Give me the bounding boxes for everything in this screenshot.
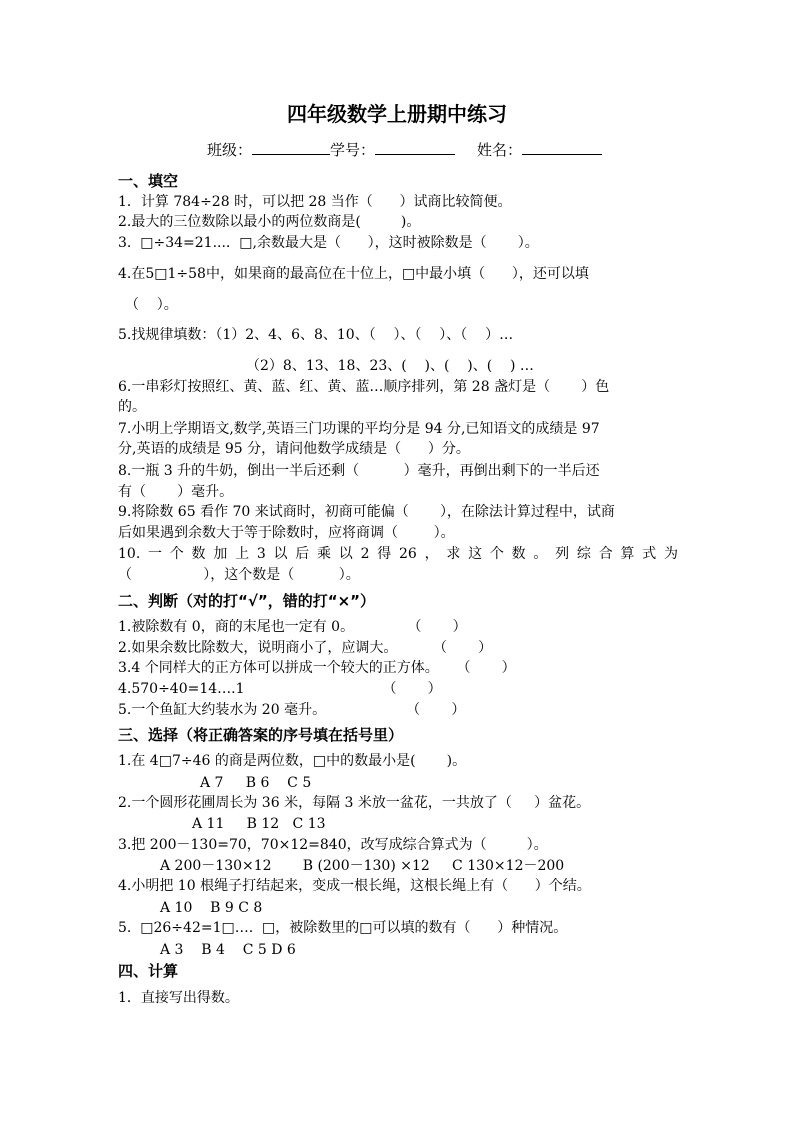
fill-question-4-cont: （ ）。 (125, 297, 178, 313)
judge-question-2: 2.如果余数比除数大，说明商小了，应调大。 （ ） (118, 640, 493, 656)
choice-question-3: 3.把 200－130=70，70×12=840，改写成综合算式为（ ）。 (118, 837, 548, 853)
choice-question-2: 2.一个圆形花圃周长为 36 米，每隔 3 米放一盆花，一共放了（ ）盆花。 (118, 795, 591, 811)
fill-question-6-cont: 的。 (118, 399, 146, 415)
fill-question-3: 3. □÷34=21.... □,余数最大是（ ），这时被除数是（ ）。 (118, 235, 539, 251)
fill-question-10-cont: （ ），这个数是（ ）。 (118, 567, 360, 583)
fill-question-5: 5.找规律填数：（1）2、4、6、8、10、（ ）、（ ）、（ ）… (118, 327, 514, 343)
choice-question-5: 5. □26÷42=1□…. □，被除数里的□可以填的数有（ ）种情况。 (118, 920, 568, 936)
fill-question-8: 8.一瓶 3 升的牛奶，倒出一半后还剩（ ）毫升，再倒出剩下的一半后还 (118, 463, 600, 479)
choice-options-5: A 3 B 4 C 5 D 6 (160, 942, 296, 958)
fill-question-10: 10.一个数加上3以后乘以2得26，求这个数。列综合算式为 (118, 546, 678, 562)
number-label: 学号： (330, 141, 376, 159)
fill-question-7: 7.小明上学期语文,数学,英语三门功课的平均分是 94 分,已知语文的成绩是 97 (118, 421, 600, 437)
student-info-row (207, 139, 602, 160)
calc-question-1: 1．直接写出得数。 (118, 990, 239, 1006)
choice-options-1: A 7 B 6 C 5 (200, 775, 312, 791)
fill-question-1: 1．计算 784÷28 时，可以把 28 当作（ ）试商比较简便。 (118, 194, 512, 210)
choice-question-1: 1.在 4□7÷46 的商是两位数，□中的数最小是( )。 (118, 753, 467, 769)
fill-question-8-cont: 有（ ）毫升。 (118, 484, 234, 500)
class-label: 班级： (207, 141, 253, 159)
choice-options-3: A 200－130×12 B (200－130) ×12 C 130×12－200 (160, 858, 565, 874)
fill-question-9-cont: 后如果遇到余数大于等于除数时，应将商调（ ）。 (118, 525, 455, 541)
fill-question-7-cont: 分,英语的成绩是 95 分，请问他数学成绩是（ ）分。 (118, 441, 470, 457)
number-blank (375, 140, 455, 155)
fill-question-4: 4.在5□1÷58中，如果商的最高位在十位上，□中最小填（ ），还可以填 (118, 266, 589, 282)
name-blank (522, 140, 602, 155)
fill-question-2: 2.最大的三位数除以最小的两位数商是( )。 (118, 214, 421, 230)
choice-question-4: 4.小明把 10 根绳子打结起来，变成一根长绳，这根长绳上有（ ）个结。 (118, 878, 591, 894)
section-heading-judge: 二、判断（对的打“√”，错的打“×”） (118, 592, 376, 610)
class-blank (252, 140, 330, 155)
section-heading-fill: 一、填空 (118, 172, 179, 190)
judge-question-1: 1.被除数有 0，商的末尾也一定有 0。 （ ） (118, 619, 467, 635)
choice-options-2: A 11 B 12 C 13 (192, 816, 326, 832)
choice-options-4: A 10 B 9 C 8 (160, 900, 263, 916)
judge-question-4: 4.570÷40=14….1 （ ） (118, 681, 442, 697)
fill-question-5-part2: （2）8、13、18、23、( )、( )、( ) … (246, 358, 534, 374)
name-label: 姓名： (477, 141, 523, 159)
fill-question-6: 6.一串彩灯按照红、黄、蓝、红、黄、蓝…顺序排列，第 28 盏灯是（ ）色 (118, 379, 610, 395)
page-title: 四年级数学上册期中练习 (287, 102, 507, 126)
section-heading-choice: 三、选择（将正确答案的序号填在括号里） (118, 726, 404, 744)
judge-question-3: 3.4 个同样大的正方体可以拼成一个较大的正方体。 （ ） (118, 660, 516, 676)
fill-question-9: 9.将除数 65 看作 70 来试商时，初商可能偏（ ），在除法计算过程中，试商 (118, 504, 615, 520)
judge-question-5: 5.一个鱼缸大约装水为 20 毫升。 （ ） (118, 702, 466, 718)
section-heading-calc: 四、计算 (118, 962, 179, 980)
